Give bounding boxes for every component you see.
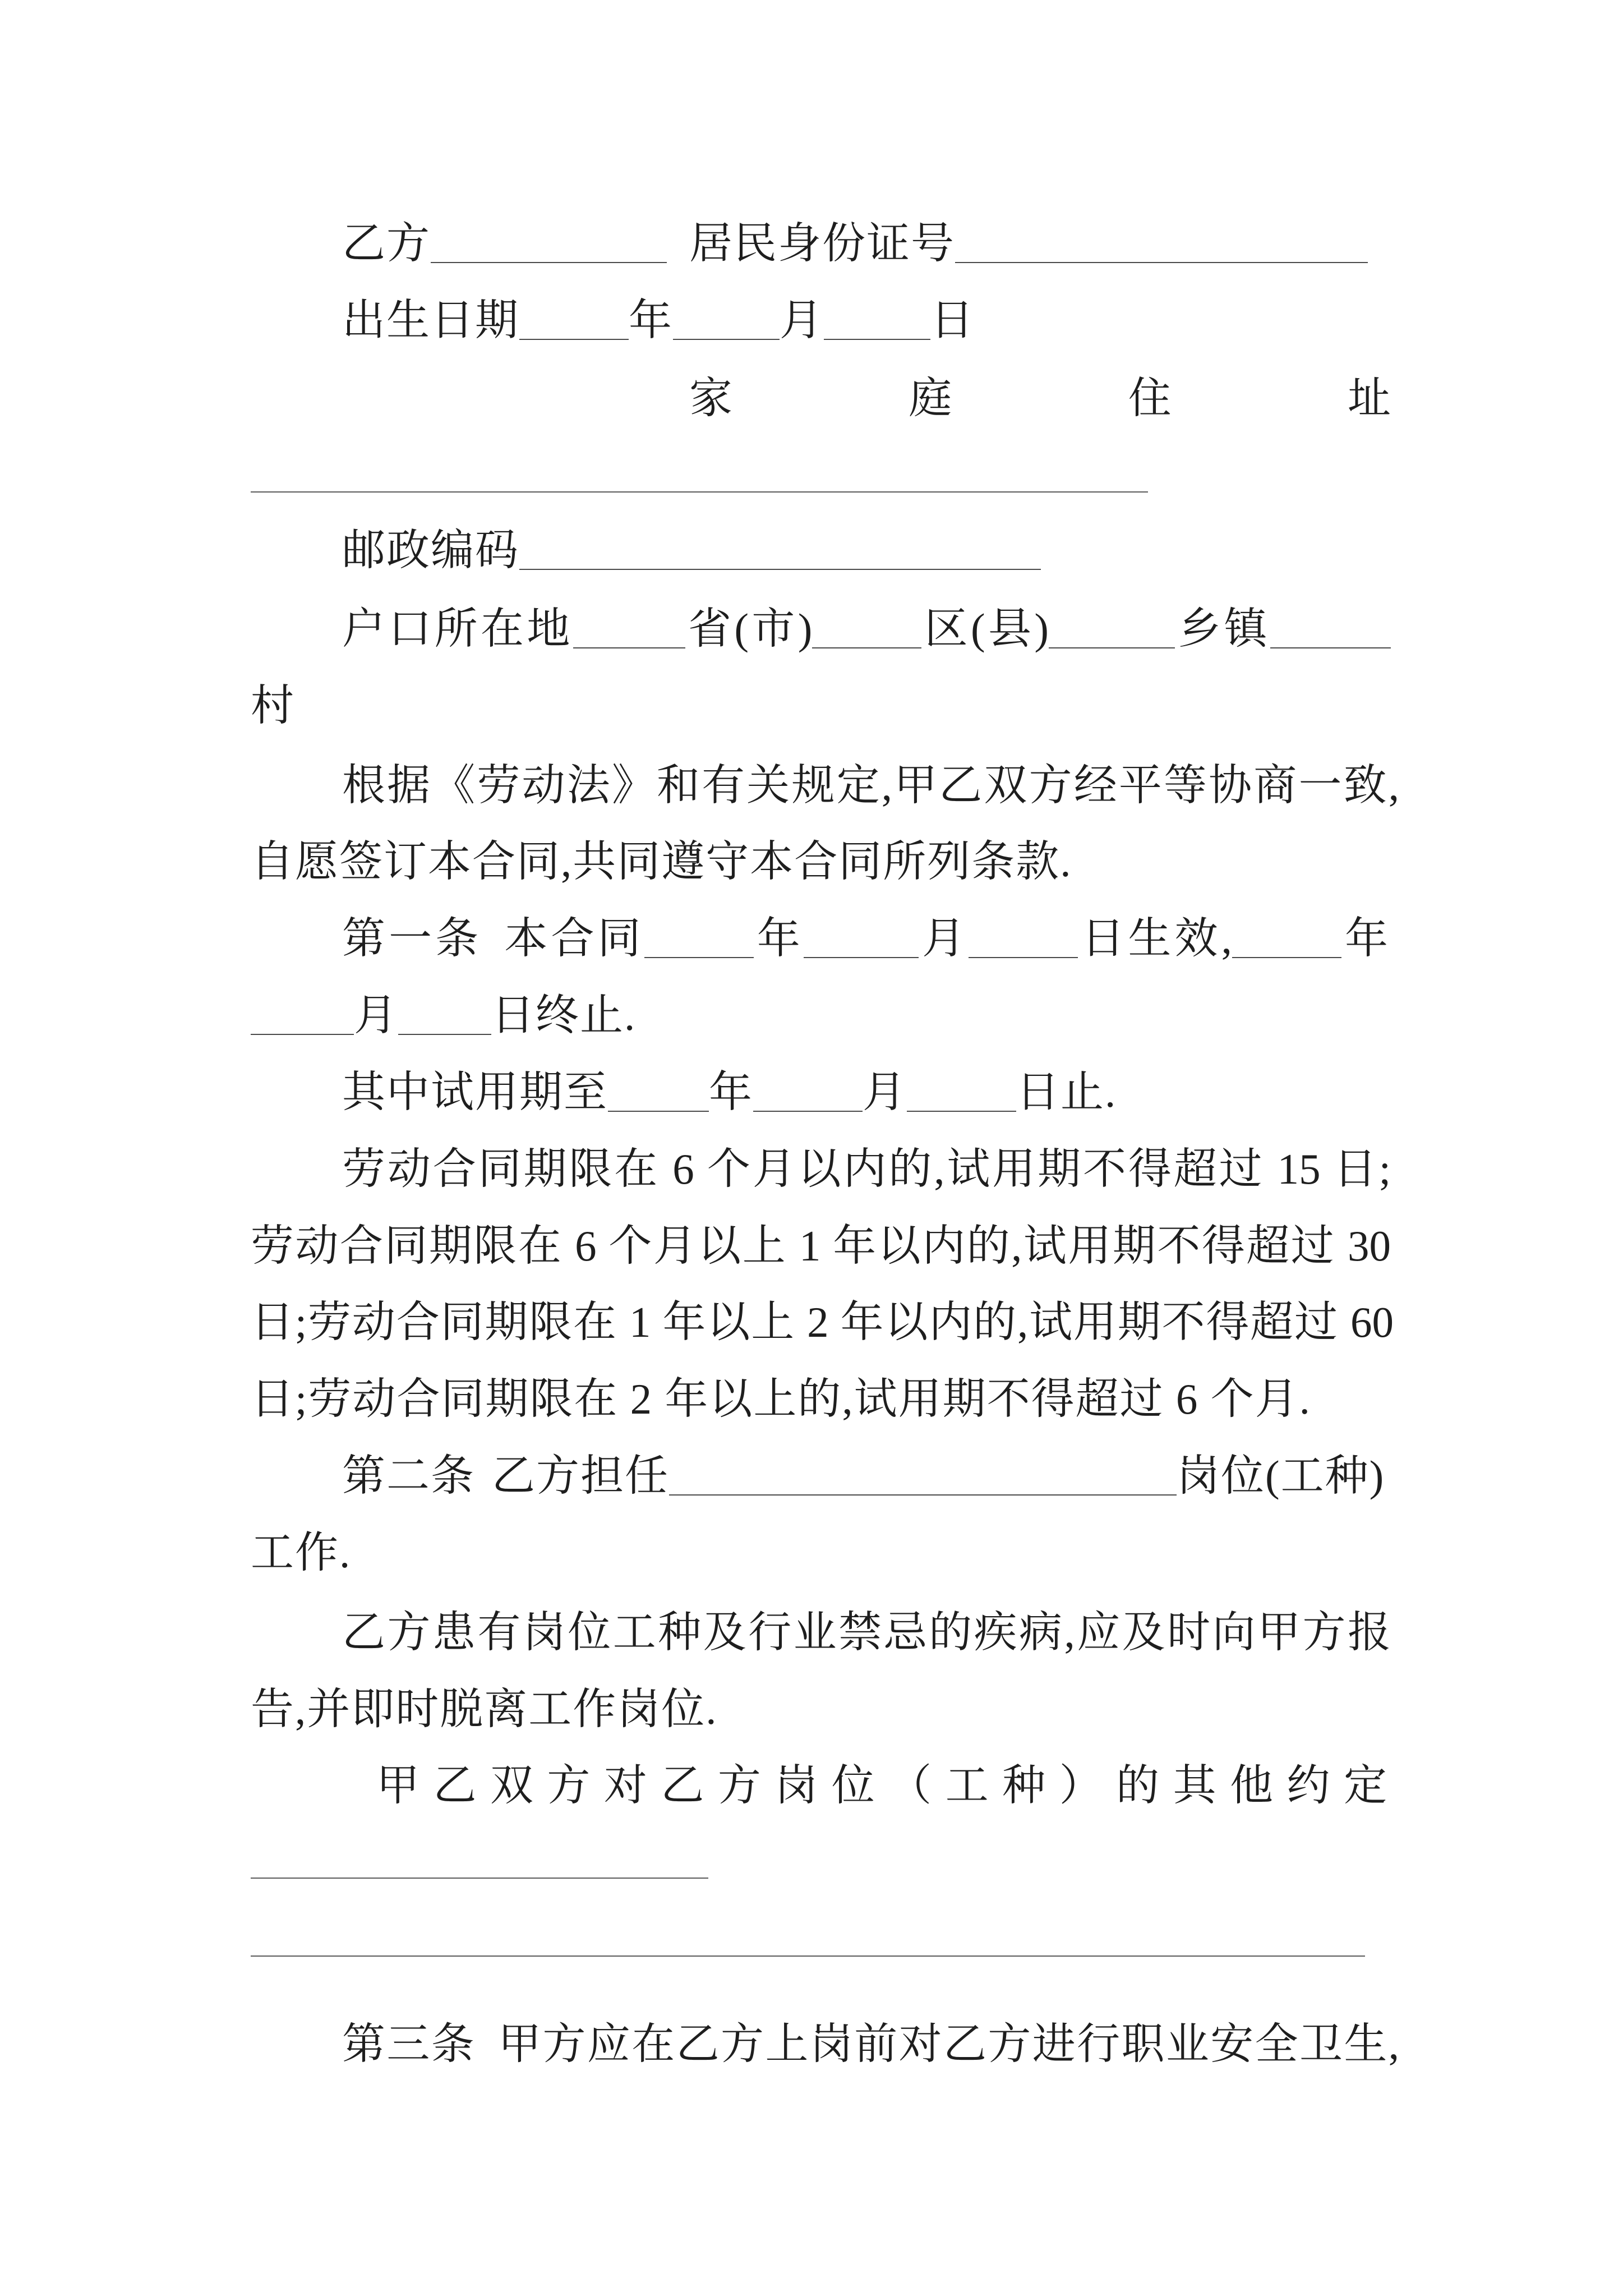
- other-agreement-label: 甲乙双方对乙方岗位（工种）的其他约定: [376, 1761, 1387, 1810]
- health-line-2: [251, 1678, 1148, 1740]
- birth-month-unit: 月: [780, 296, 824, 344]
- hukou-label: 户口所在地: [342, 605, 573, 653]
- hukou-line: [342, 598, 1391, 660]
- position-suffix: 岗位(工种): [1177, 1452, 1385, 1500]
- article1-heading: 第一条: [342, 914, 482, 963]
- health-text-1: 乙方患有岗位工种及行业禁忌的疾病,应及时向甲方报: [342, 1608, 1391, 1657]
- end-day-blank: [398, 1027, 491, 1035]
- probation-month-blank: [753, 1104, 863, 1112]
- other-agreement-blank-2: [251, 1955, 1365, 1957]
- hukou-district-blank: [812, 641, 921, 648]
- start-month-unit: 月: [918, 914, 969, 963]
- probation-end-label: 日止.: [1016, 1068, 1117, 1116]
- home-address-blank: [251, 491, 1148, 493]
- probation-month-unit: 月: [863, 1068, 907, 1116]
- probation-year-blank: [608, 1104, 709, 1112]
- article2-heading: 第二条: [342, 1452, 475, 1500]
- birth-date-line: [342, 289, 1464, 351]
- hukou-district-label: 区(县): [921, 605, 1049, 653]
- other-agreement-blank-1: [251, 1878, 708, 1879]
- article1-term-line: [342, 908, 1388, 969]
- probation-rule-line-3: [251, 1291, 1394, 1353]
- hukou-township-blank: [1049, 641, 1175, 648]
- work-label: 工作.: [251, 1529, 352, 1577]
- preamble-text-1: 根据《劳动法》和有关规定,甲乙双方经平等协商一致,: [342, 761, 1399, 809]
- probation-rule-text-2: 劳动合同期限在 6 个月以上 1 年以内的,试用期不得超过 30: [251, 1222, 1391, 1270]
- contract-start-label: 本合同: [504, 914, 644, 963]
- effective-label: 日生效,: [1078, 914, 1232, 963]
- preamble-line-2: [251, 831, 1372, 892]
- start-month-blank: [804, 950, 919, 958]
- other-agreement-line: [376, 1755, 1387, 1816]
- hukou-village-label: 村: [251, 682, 295, 730]
- end-year-unit: 年: [1341, 914, 1389, 963]
- postal-code-label: 邮政编码: [342, 526, 519, 574]
- article3-line: [342, 2013, 1399, 2075]
- hukou-township-label: 乡镇: [1174, 605, 1270, 653]
- article1-end-line: [251, 984, 1036, 1046]
- postal-code-line: [342, 519, 1464, 581]
- party-b-line: [342, 213, 1576, 274]
- probation-day-blank: [907, 1104, 1016, 1112]
- position-label: 乙方担任: [492, 1452, 669, 1500]
- probation-rule-line-4: [251, 1368, 1428, 1430]
- health-text-2: 告,并即时脱离工作岗位.: [251, 1685, 718, 1733]
- postal-code-blank: [519, 562, 1041, 570]
- hukou-village-blank: [1270, 641, 1391, 648]
- probation-rule-text-4: 日;劳动合同期限在 2 年以上的,试用期不得超过 6 个月.: [251, 1375, 1311, 1423]
- end-day-label: 日终止.: [491, 991, 637, 1039]
- party-b-label: 乙方: [342, 219, 431, 268]
- hukou-province-label: 省(市): [685, 605, 813, 653]
- preamble-line-1: [342, 754, 1399, 816]
- start-year-unit: 年: [753, 914, 804, 963]
- start-day-blank: [969, 950, 1078, 958]
- birth-year-unit: 年: [629, 296, 673, 344]
- birth-date-label: 出生日期: [342, 296, 519, 344]
- id-number-label: 居民身份证号: [689, 219, 955, 268]
- birth-day-unit: 日: [930, 296, 975, 344]
- probation-rule-line-2: [251, 1215, 1391, 1277]
- end-year-blank: [1232, 950, 1341, 958]
- article3-text: 甲方应在乙方上岗前对乙方进行职业安全卫生,: [498, 2020, 1400, 2068]
- start-year-blank: [644, 950, 754, 958]
- birth-day-blank: [824, 332, 930, 340]
- hukou-village-line: [251, 675, 587, 737]
- position-blank: [669, 1488, 1177, 1496]
- probation-rule-line-1: [342, 1138, 1391, 1200]
- probation-rule-text-3: 日;劳动合同期限在 1 年以上 2 年以内的,试用期不得超过 60: [251, 1298, 1394, 1346]
- hukou-province-blank: [573, 641, 685, 648]
- article2-work-line: [251, 1522, 587, 1584]
- id-number-blank: [955, 255, 1368, 263]
- end-month-unit: 月: [354, 991, 398, 1039]
- article2-position-line: [342, 1445, 1576, 1507]
- probation-year-unit: 年: [709, 1068, 753, 1116]
- home-address-label: 家庭住址: [689, 374, 1391, 422]
- probation-label: 其中试用期至: [342, 1068, 608, 1116]
- birth-month-blank: [673, 332, 780, 340]
- health-line-1: [342, 1602, 1391, 1663]
- preamble-text-2: 自愿签订本合同,共同遵守本合同所列条款.: [251, 838, 1072, 886]
- party-b-name-blank: [431, 255, 667, 263]
- probation-rule-text-1: 劳动合同期限在 6 个月以内的,试用期不得超过 15 日;: [342, 1145, 1391, 1193]
- birth-year-blank: [519, 332, 629, 340]
- probation-line: [342, 1061, 1239, 1123]
- home-address-line: [689, 367, 1391, 429]
- end-month-blank: [251, 1027, 354, 1035]
- article3-heading: 第三条: [342, 2020, 476, 2068]
